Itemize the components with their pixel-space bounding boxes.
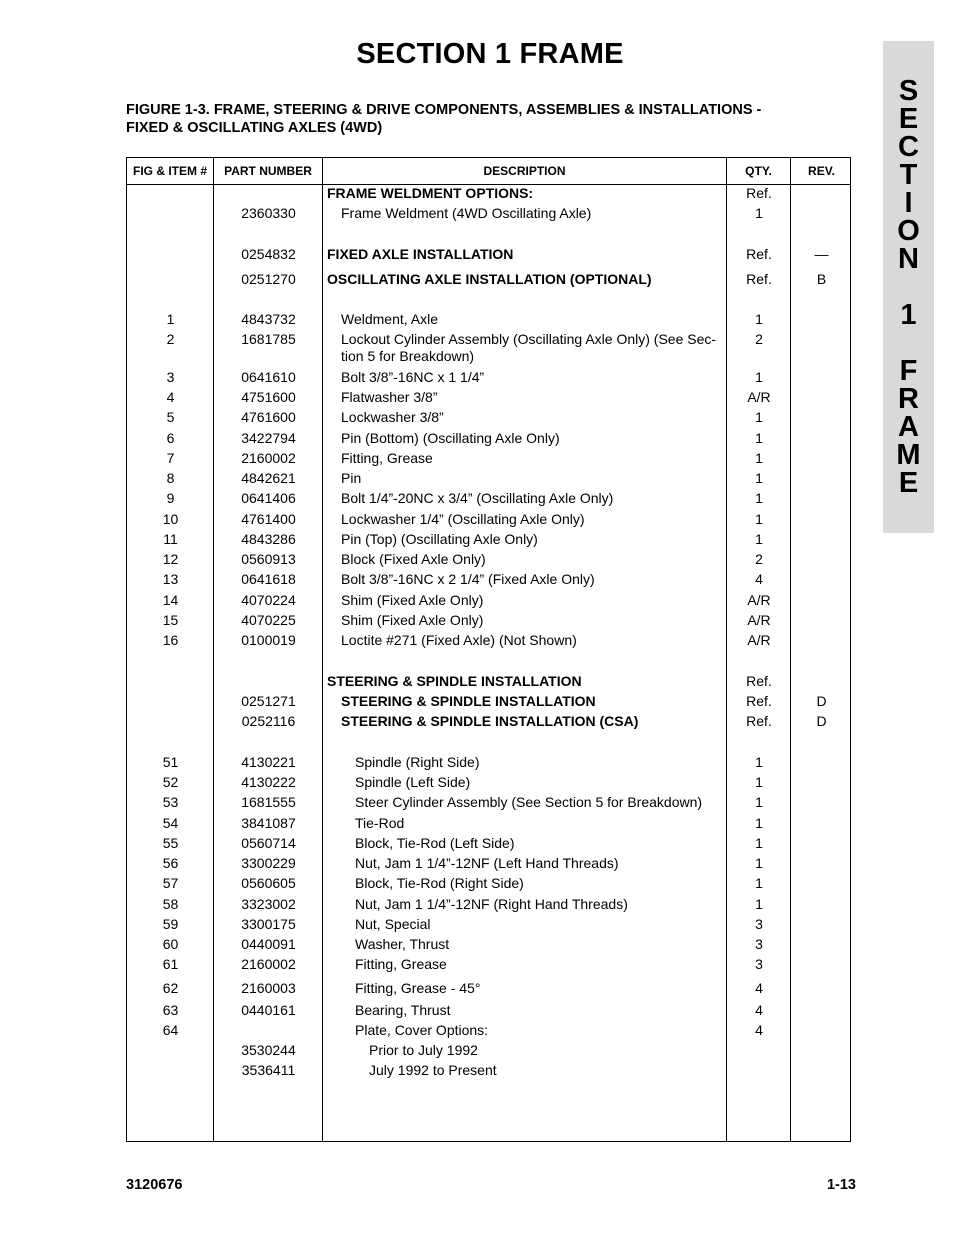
cell-description xyxy=(327,271,723,288)
cell-qty: 1 xyxy=(755,511,763,527)
cell-description xyxy=(327,673,723,690)
cell-description xyxy=(327,450,737,467)
cell-qty: 1 xyxy=(755,470,763,486)
page-title: SECTION 1 FRAME xyxy=(356,38,624,70)
cell-description xyxy=(327,185,723,202)
side-tab-letter: S xyxy=(898,75,919,107)
cell-part-number: 0641610 xyxy=(241,369,296,385)
cell-fig-item: 59 xyxy=(162,916,179,932)
cell-part-number: 0251270 xyxy=(241,271,296,287)
cell-qty: 1 xyxy=(755,855,763,871)
cell-fig-item: 11 xyxy=(163,531,178,547)
description-text: Bolt 1/4”-20NC x 3/4” (Oscillating Axle Only) xyxy=(341,490,614,506)
cell-description xyxy=(327,632,737,649)
cell-part-number: 3536411 xyxy=(241,1062,296,1078)
cell-description xyxy=(327,369,737,386)
cell-qty: A/R xyxy=(747,592,771,608)
cell-part-number: 2160003 xyxy=(241,980,296,996)
page-number: 1-13 xyxy=(826,1177,856,1193)
description-text: Fitting, Grease - 45° xyxy=(355,980,481,996)
cell-description xyxy=(327,693,737,710)
description-text: Pin (Top) (Oscillating Axle Only) xyxy=(341,531,538,547)
cell-fig-item: 12 xyxy=(162,551,179,567)
cell-part-number: 0440091 xyxy=(241,936,296,952)
cell-part-number: 0560714 xyxy=(241,835,296,851)
cell-description xyxy=(327,1002,751,1019)
cell-part-number: 3300229 xyxy=(241,855,296,871)
cell-fig-item: 53 xyxy=(162,794,179,810)
cell-fig-item: 4 xyxy=(166,389,175,405)
cell-fig-item: 64 xyxy=(162,1022,179,1038)
description-text: Weldment, Axle xyxy=(341,311,439,327)
cell-qty: 4 xyxy=(755,571,763,587)
description-text: Lockwasher 3/8” xyxy=(341,409,444,425)
cell-fig-item: 60 xyxy=(162,936,179,952)
cell-part-number: 0100019 xyxy=(241,632,296,648)
cell-part-number: 4842621 xyxy=(241,470,296,486)
parts-table xyxy=(126,157,851,1142)
cell-description xyxy=(327,896,751,913)
figure-title-line2: FIXED & OSCILLATING AXLES (4WD) xyxy=(126,120,383,136)
cell-description xyxy=(327,592,737,609)
cell-qty: Ref. xyxy=(746,185,772,201)
description-text: Shim (Fixed Axle Only) xyxy=(341,612,484,628)
cell-fig-item: 15 xyxy=(162,612,179,628)
cell-fig-item: 55 xyxy=(162,835,179,851)
description-text: July 1992 to Present xyxy=(369,1062,497,1078)
cell-qty: A/R xyxy=(747,612,771,628)
cell-fig-item: 54 xyxy=(162,815,179,831)
cell-qty: Ref. xyxy=(746,673,772,689)
cell-description xyxy=(327,246,723,263)
side-tab-letter: E xyxy=(898,103,919,135)
cell-description xyxy=(327,835,751,852)
cell-part-number: 3530244 xyxy=(241,1042,296,1058)
cell-part-number: 1681785 xyxy=(241,331,296,347)
cell-fig-item: 63 xyxy=(162,1002,179,1018)
description-text: FRAME WELDMENT OPTIONS: xyxy=(327,185,534,201)
document-number: 3120676 xyxy=(126,1177,183,1193)
cell-part-number: 4070225 xyxy=(241,612,296,628)
cell-qty: 3 xyxy=(755,916,763,932)
cell-qty: 1 xyxy=(755,450,763,466)
cell-rev: B xyxy=(816,271,827,287)
cell-qty: 1 xyxy=(755,409,763,425)
cell-part-number: 0254832 xyxy=(241,246,296,262)
cell-qty: 1 xyxy=(755,896,763,912)
cell-description xyxy=(327,331,737,365)
section-side-tab xyxy=(883,41,934,533)
cell-description xyxy=(327,571,737,588)
cell-description xyxy=(327,713,737,730)
side-tab-letter: A xyxy=(898,411,919,443)
column-header-qty: QTY. xyxy=(745,164,772,178)
cell-description xyxy=(327,815,751,832)
cell-qty: 1 xyxy=(755,794,763,810)
description-text: Pin xyxy=(341,470,362,486)
cell-description xyxy=(327,389,737,406)
cell-qty: 4 xyxy=(755,1002,763,1018)
cell-fig-item: 9 xyxy=(166,490,175,506)
cell-fig-item: 58 xyxy=(162,896,179,912)
cell-description xyxy=(327,936,751,953)
cell-description xyxy=(327,490,737,507)
cell-qty: 1 xyxy=(755,369,763,385)
side-tab-letter: O xyxy=(897,215,920,247)
cell-qty: Ref. xyxy=(746,271,772,287)
cell-part-number: 3323002 xyxy=(241,896,296,912)
description-text: Pin (Bottom) (Oscillating Axle Only) xyxy=(341,430,560,446)
cell-qty: 2 xyxy=(755,551,763,567)
cell-description xyxy=(327,511,737,528)
description-text: Plate, Cover Options: xyxy=(355,1022,489,1038)
figure-title xyxy=(126,101,846,137)
description-text: Nut, Jam 1 1/4”-12NF (Left Hand Threads) xyxy=(355,855,619,871)
cell-fig-item: 5 xyxy=(166,409,175,425)
description-text: Lockwasher 1/4” (Oscillating Axle Only) xyxy=(341,511,585,527)
cell-fig-item: 14 xyxy=(162,592,179,608)
cell-fig-item: 62 xyxy=(162,980,179,996)
description-text: Flatwasher 3/8” xyxy=(341,389,438,405)
description-text: Block (Fixed Axle Only) xyxy=(341,551,486,567)
side-tab-letter: M xyxy=(896,439,921,471)
side-tab-letter: 1 xyxy=(900,299,917,331)
cell-description xyxy=(327,311,737,328)
description-text-continued: tion 5 for Breakdown) xyxy=(341,348,475,364)
cell-part-number: 0440161 xyxy=(241,1002,296,1018)
description-text: Bearing, Thrust xyxy=(355,1002,451,1018)
cell-qty: 1 xyxy=(755,754,763,770)
cell-qty: A/R xyxy=(747,632,771,648)
cell-qty: 1 xyxy=(755,205,763,221)
description-text: Fitting, Grease xyxy=(355,956,447,972)
cell-qty: Ref. xyxy=(746,713,772,729)
cell-part-number: 4751600 xyxy=(241,389,296,405)
cell-qty: 1 xyxy=(755,815,763,831)
side-tab-letter: F xyxy=(899,355,918,387)
cell-part-number: 4130222 xyxy=(241,774,296,790)
cell-part-number: 2360330 xyxy=(241,205,296,221)
cell-rev: D xyxy=(816,693,827,709)
cell-description xyxy=(327,855,751,872)
cell-part-number: 3841087 xyxy=(241,815,296,831)
cell-description xyxy=(327,794,751,811)
cell-fig-item: 7 xyxy=(166,450,175,466)
side-tab-letter: E xyxy=(898,467,919,499)
description-text: Block, Tie-Rod (Right Side) xyxy=(355,875,524,891)
cell-qty: 1 xyxy=(755,835,763,851)
cell-part-number: 4843286 xyxy=(241,531,296,547)
cell-fig-item: 57 xyxy=(162,875,179,891)
description-text: Washer, Thrust xyxy=(355,936,450,952)
cell-fig-item: 6 xyxy=(166,430,175,446)
column-header-rev: REV. xyxy=(808,164,835,178)
cell-fig-item: 51 xyxy=(162,754,179,770)
cell-description xyxy=(327,980,751,997)
description-text: STEERING & SPINDLE INSTALLATION xyxy=(341,693,596,709)
cell-qty: 1 xyxy=(755,875,763,891)
cell-qty: 1 xyxy=(755,490,763,506)
cell-description xyxy=(327,205,737,222)
description-text: Prior to July 1992 xyxy=(369,1042,478,1058)
cell-description xyxy=(327,1062,765,1079)
cell-qty: 2 xyxy=(755,331,763,347)
description-text: Frame Weldment (4WD Oscillating Axle) xyxy=(341,205,592,221)
cell-part-number: 4761600 xyxy=(241,409,296,425)
cell-part-number: 4843732 xyxy=(241,311,296,327)
description-text: Spindle (Left Side) xyxy=(355,774,471,790)
cell-description xyxy=(327,470,737,487)
description-text: Lockout Cylinder Assembly (Oscillating Axle Only) (See Sec- xyxy=(341,331,717,347)
cell-part-number: 2160002 xyxy=(241,956,296,972)
cell-description xyxy=(327,1022,751,1039)
cell-fig-item: 13 xyxy=(162,571,179,587)
cell-qty: 1 xyxy=(755,311,763,327)
cell-fig-item: 2 xyxy=(166,331,175,347)
cell-description xyxy=(327,551,737,568)
cell-part-number: 3300175 xyxy=(241,916,296,932)
description-text: Nut, Special xyxy=(355,916,431,932)
side-tab-letter: N xyxy=(898,243,919,275)
description-text: FIXED AXLE INSTALLATION xyxy=(327,246,514,262)
description-text: STEERING & SPINDLE INSTALLATION (CSA) xyxy=(341,713,639,729)
cell-fig-item: 8 xyxy=(166,470,175,486)
description-text: Tie-Rod xyxy=(355,815,405,831)
cell-part-number: 0641618 xyxy=(241,571,296,587)
cell-description xyxy=(327,916,751,933)
cell-qty: 1 xyxy=(755,531,763,547)
figure-title-line1: FIGURE 1-3. FRAME, STEERING & DRIVE COMPONENTS, ASSEMBLIES & INSTALLATIONS - xyxy=(126,102,762,118)
side-tab-letter: R xyxy=(898,383,919,415)
cell-fig-item: 3 xyxy=(166,369,175,385)
cell-part-number: 0252116 xyxy=(241,713,296,729)
cell-part-number: 0251271 xyxy=(241,693,296,709)
cell-part-number: 4070224 xyxy=(241,592,296,608)
cell-part-number: 4130221 xyxy=(241,754,296,770)
cell-description xyxy=(327,409,737,426)
description-text: STEERING & SPINDLE INSTALLATION xyxy=(327,673,582,689)
cell-description xyxy=(327,1042,765,1059)
description-text: OSCILLATING AXLE INSTALLATION (OPTIONAL) xyxy=(327,271,652,287)
cell-description xyxy=(327,531,737,548)
cell-fig-item: 10 xyxy=(162,511,179,527)
cell-fig-item: 56 xyxy=(162,855,179,871)
description-text: Shim (Fixed Axle Only) xyxy=(341,592,484,608)
description-text: Loctite #271 (Fixed Axle) (Not Shown) xyxy=(341,632,577,648)
column-header-description: DESCRIPTION xyxy=(483,164,566,178)
cell-description xyxy=(327,754,751,771)
cell-description xyxy=(327,956,751,973)
cell-qty: Ref. xyxy=(746,693,772,709)
cell-part-number: 2160002 xyxy=(241,450,296,466)
cell-description xyxy=(327,774,751,791)
cell-fig-item: 1 xyxy=(166,311,175,327)
cell-fig-item: 16 xyxy=(162,632,179,648)
description-text: Block, Tie-Rod (Left Side) xyxy=(355,835,515,851)
cell-part-number: 0560605 xyxy=(241,875,296,891)
cell-qty: 1 xyxy=(755,774,763,790)
description-text: Spindle (Right Side) xyxy=(355,754,480,770)
cell-fig-item: 61 xyxy=(162,956,179,972)
cell-rev: — xyxy=(814,246,829,262)
cell-fig-item: 52 xyxy=(162,774,179,790)
description-text: Bolt 3/8”-16NC x 2 1/4” (Fixed Axle Only) xyxy=(341,571,595,587)
description-text: Nut, Jam 1 1/4”-12NF (Right Hand Threads) xyxy=(355,896,628,912)
cell-qty: 3 xyxy=(755,936,763,952)
side-tab-letter: I xyxy=(904,187,913,219)
cell-qty: 1 xyxy=(755,430,763,446)
cell-rev: D xyxy=(816,713,827,729)
column-header-part-number: PART NUMBER xyxy=(224,164,312,178)
side-tab-letter: C xyxy=(898,131,919,163)
column-header-fig: FIG & ITEM # xyxy=(132,164,207,178)
cell-part-number: 0641406 xyxy=(241,490,296,506)
cell-part-number: 4761400 xyxy=(241,511,296,527)
cell-part-number: 0560913 xyxy=(241,551,296,567)
cell-description xyxy=(327,612,737,629)
side-tab-letter: T xyxy=(899,159,918,191)
cell-qty: 3 xyxy=(755,956,763,972)
description-text: Steer Cylinder Assembly (See Section 5 for Breakdown) xyxy=(355,794,703,810)
cell-qty: 4 xyxy=(755,980,763,996)
cell-qty: 4 xyxy=(755,1022,763,1038)
cell-qty: A/R xyxy=(747,389,771,405)
cell-description xyxy=(327,875,751,892)
cell-part-number: 3422794 xyxy=(241,430,296,446)
cell-description xyxy=(327,430,737,447)
cell-qty: Ref. xyxy=(746,246,772,262)
description-text: Bolt 3/8”-16NC x 1 1/4” xyxy=(341,369,485,385)
description-text: Fitting, Grease xyxy=(341,450,433,466)
cell-part-number: 1681555 xyxy=(241,794,296,810)
